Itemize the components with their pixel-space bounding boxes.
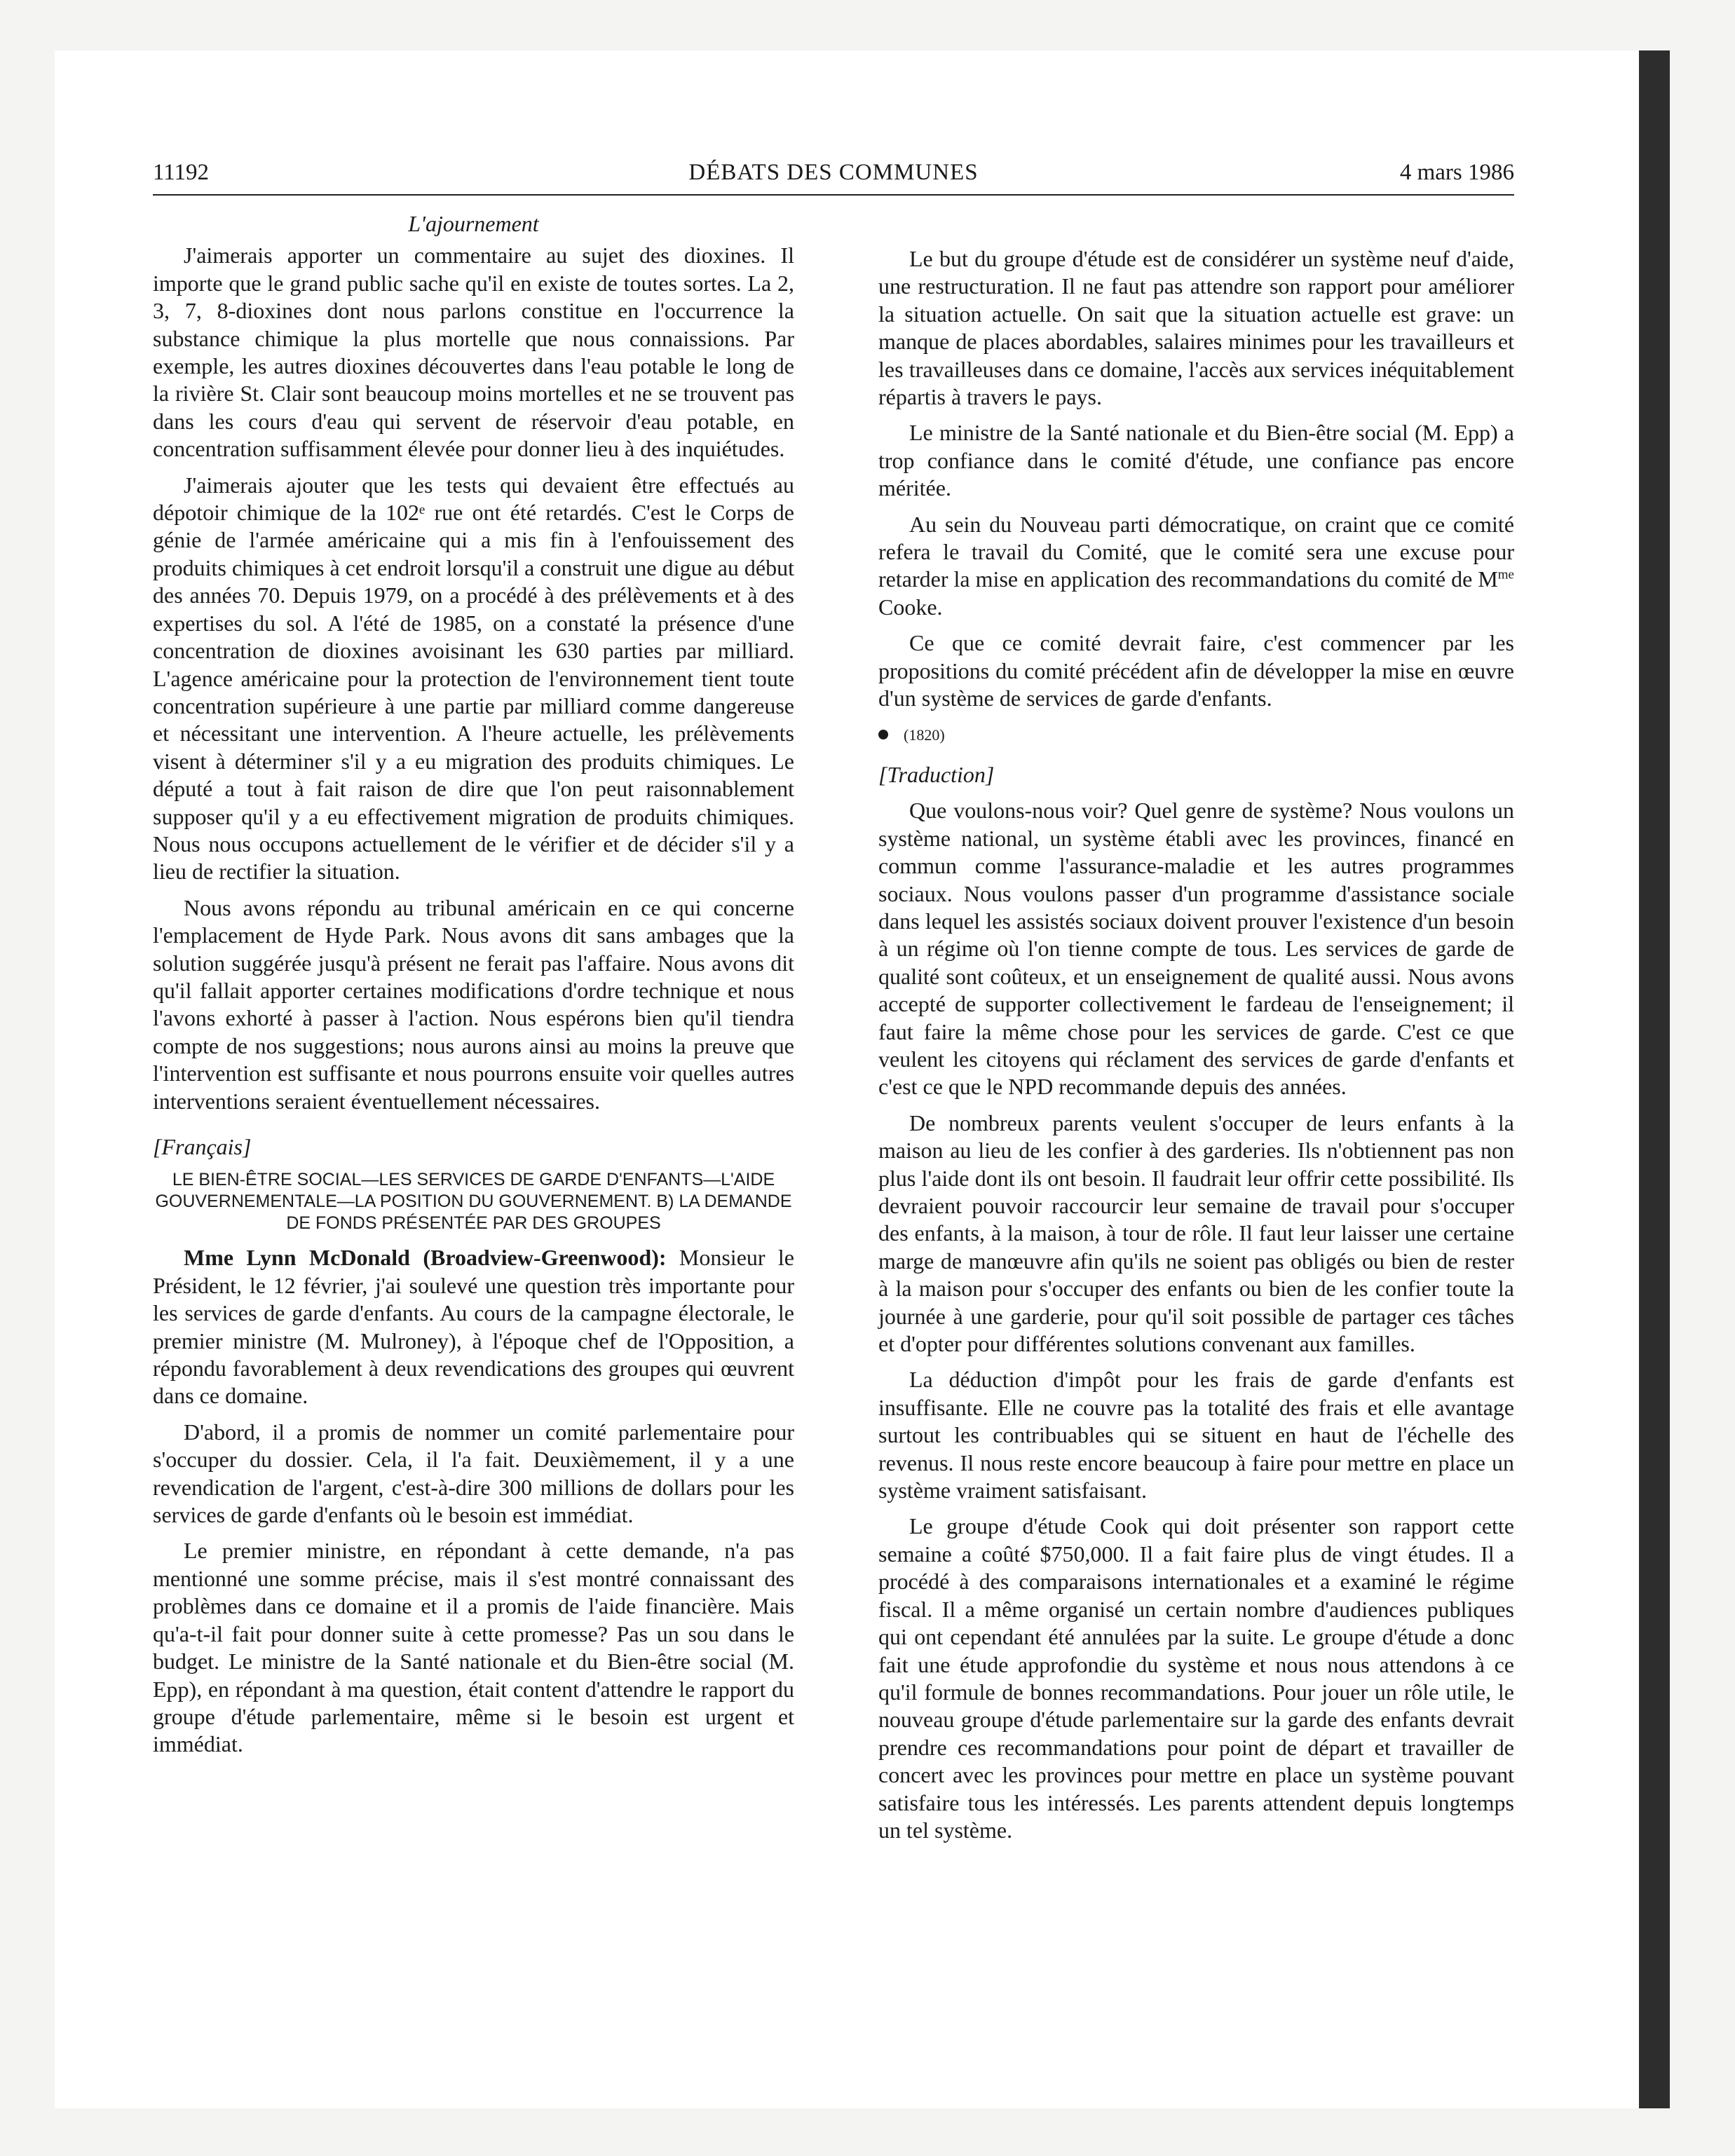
- paragraph: Le groupe d'étude Cook qui doit présenter son rapport cette semaine a coûté $750,000. Il a fait faire plus de vingt études. Il a procédé à des comparaisons internationales et a examiné le régime fiscal. Il a même organisé un certain nombre d'audiences publiques qui ont cependant été annulées par la suite. Le groupe d'étude a donc fait une étude approfondie du système et nous nous attendons à ce qu'il formule de bonnes recommandations. Pour jouer un rôle utile, le nouveau groupe d'étude parlementaire sur la garde des enfants devrait prendre ces recommandations pour point de départ et travailler de concert avec les provinces pour mettre en place un système pouvant satisfaire tous les intéressés. Les parents attendent depuis longtemps un tel système.: [878, 1513, 1514, 1843]
- paragraph: Le ministre de la Santé nationale et du Bien-être social (M. Epp) a trop confiance dans le comité d'étude, une confiance pas encore méritée.: [878, 420, 1514, 501]
- bullet-icon: [878, 730, 888, 739]
- paragraph: Nous avons répondu au tribunal américain en ce qui concerne l'emplacement de Hyde Park. Nous avons dit sans ambages que la solution suggérée jusqu'à présent ne ferait pas l'affaire. Nous avons dit qu'il fallait apporter certaines modifications d'ordre technique et nous l'avons exhorté à passer à l'action. Nous espérons bien qu'il tiendra compte de nos suggestions; nous aurons ainsi au moins la preuve que l'intervention est suffisante et nous pourrons ensuite voir quelles autres interventions seraient éventuellement nécessaires.: [153, 894, 794, 1114]
- paragraph: Le but du groupe d'étude est de considérer un système neuf d'aide, une restructuration. Il ne faut pas attendre son rapport pour améliorer la situation actuelle. On sait que la situation actuelle est grave: un manque de places abordables, salaires minimes pour les travailleurs et les travailleuses dans ce domaine, l'accès aux services inéquitablement répartis à travers le pays.: [878, 246, 1514, 410]
- paragraph: [878, 511, 1514, 622]
- speech-text: Monsieur le Président, le 12 février, j'ai soulevé une question très importante pour les services de garde d'enfants. Au cours de la campagne électorale, le premier ministre (M. Mulroney), à l'époque chef de l'Opposition, a répondu favorablement à deux revendications des groupes qui œuvrent dans ce domaine.: [153, 1245, 794, 1409]
- paragraph: Ce que ce comité devrait faire, c'est commencer par les propositions du comité précédent afin de développer la mise en œuvre d'un système de services de garde d'enfants.: [878, 630, 1514, 711]
- paragraph-text: Cooke.: [878, 594, 943, 620]
- page-date: 4 mars 1986: [1399, 160, 1514, 185]
- time-marker-text: (1820): [904, 725, 945, 744]
- paragraph-text: Au sein du Nouveau parti démocratique, on craint que ce comité refera le travail du Comité, que le comité sera une excuse pour retarder la mise en application des recommandations du comité de M: [878, 511, 1514, 592]
- publication-title: DÉBATS DES COMMUNES: [688, 160, 979, 185]
- binding-edge: [1639, 50, 1670, 2108]
- left-column: [153, 210, 794, 1767]
- paragraph: Le premier ministre, en répondant à cette demande, n'a pas mentionné une somme précise, mais il s'est montré connaissant des problèmes dans ce domaine et il a promis de l'aide financière. Mais qu'a-t-il fait pour donner suite à cette promesse? Pas un sou dans le budget. Le ministre de la Santé nationale et du Bien-être social (M. Epp), en répondant à ma question, était content d'attendre le rapport du groupe d'étude parlementaire, même si le besoin est urgent et immédiat.: [153, 1538, 794, 1757]
- time-marker: [878, 721, 1514, 749]
- section-title: L'ajournement: [408, 211, 539, 236]
- paragraph: D'abord, il a promis de nommer un comité parlementaire pour s'occuper du dossier. Cela, il l'a fait. Deuxièmement, il y a une revendication de l'argent, c'est-à-dire 300 millions de dollars pour les services de garde d'enfants où le besoin est immédiat.: [153, 1419, 794, 1528]
- speaker-name: Mme Lynn McDonald (Broadview-Greenwood):: [184, 1245, 667, 1271]
- header-rule: [153, 194, 1514, 196]
- paragraph: La déduction d'impôt pour les frais de garde d'enfants est insuffisante. Elle ne couvre pas la totalité des frais et elle avantage surtout les contribuables qui se situent en haut de l'échelle des revenus. Il nous reste encore beaucoup à faire pour mettre en place un système vraiment satisfaisant.: [878, 1367, 1514, 1503]
- language-tag: [Français]: [153, 1134, 252, 1159]
- language-tag: [Traduction]: [878, 761, 995, 787]
- speech-paragraph: [153, 1244, 794, 1410]
- paragraph: De nombreux parents veulent s'occuper de leurs enfants à la maison au lieu de les confier à des garderies. Ils n'obtiennent pas non plus l'aide dont ils ont besoin. Il faudrait leur offrir cette possibilité. Ils devraient pouvoir raccourcir leur semaine de travail pour s'occuper des enfants, à la maison, à tour de rôle. Il faut leur laisser une certaine marge de manœuvre afin qu'ils ne soient pas obligés ou bien de rester à la maison pour s'occuper des enfants ou bien de les confier toute la journée à une garderie, pour qu'il soit possible de partager ces tâches et d'opter pour différentes solutions convenant aux familles.: [878, 1110, 1514, 1357]
- page-number: 11192: [153, 160, 210, 185]
- page-header: [153, 160, 1514, 195]
- paragraph: J'aimerais ajouter que les tests qui devaient être effectués au dépotoir chimique de la 102ᵉ rue ont été retardés. C'est le Corps de génie de l'armée américaine qui a mis fin à l'enfouissement des produits chimiques à cet endroit lorsqu'il a construit une digue au début des années 70. Depuis 1979, on a procédé à des prélèvements et à des expertises du sol. A l'été de 1985, on a constaté la présence d'une concentration de dioxines avoisinant les 630 parties par milliard. L'agence américaine pour la protection de l'environnement tient toute concentration supérieure à une partie par milliard comme dangereuse et nécessitant une intervention. A l'heure actuelle, les prélèvements visent à déterminer s'il y a eu migration des produits chimiques. Le député a tout à fait raison de dire que l'on peut raisonnablement supposer qu'il y a eu effectivement migration de produits chimiques. Nous nous occupons actuellement de le vérifier et de décider s'il y a lieu de rectifier la situation.: [153, 472, 794, 885]
- paragraph: Que voulons-nous voir? Quel genre de système? Nous voulons un système national, un système établi avec les provinces, financé en commun comme l'assurance-maladie et les autres programmes sociaux. Nous voulons passer d'un programme d'assistance sociale dans lequel les assistés sociaux doivent prouver l'existence d'un besoin à un régime où l'on tienne compte de tous. Les services de garde de qualité sont coûteux, et un enseignement de qualité aussi. Nous avons accepté de supporter collectivement le fardeau de l'enseignement; il faut faire la même chose pour les services de garde. C'est ce que veulent les citoyens qui réclament des services de garde d'enfants et c'est ce que le NPD recommande depuis des années.: [878, 798, 1514, 1100]
- topic-heading: LE BIEN-ÊTRE SOCIAL—LES SERVICES DE GARDE D'ENFANTS—L'AIDE GOUVERNEMENTALE—LA POSITION DU GOUVERNEMENT. B) LA DEMANDE DE FONDS PRÉSENTÉE PAR DES GROUPES: [155, 1170, 792, 1234]
- superscript: me: [1497, 567, 1514, 582]
- right-column: [878, 245, 1514, 1853]
- paragraph: J'aimerais apporter un commentaire au sujet des dioxines. Il importe que le grand public sache qu'il en existe de toutes sortes. La 2, 3, 7, 8-dioxines dont nous parlons constitue en l'occurrence la substance chimique la plus mortelle que nous connaissions. Par exemple, les autres dioxines découvertes dans l'eau potable le long de la rivière St. Clair sont beaucoup moins mortelles et ne se trouvent pas dans les cours d'eau qui servent de réservoir d'eau potable, en concentration suffisamment élevée pour donner lieu à des inquiétudes.: [153, 243, 794, 462]
